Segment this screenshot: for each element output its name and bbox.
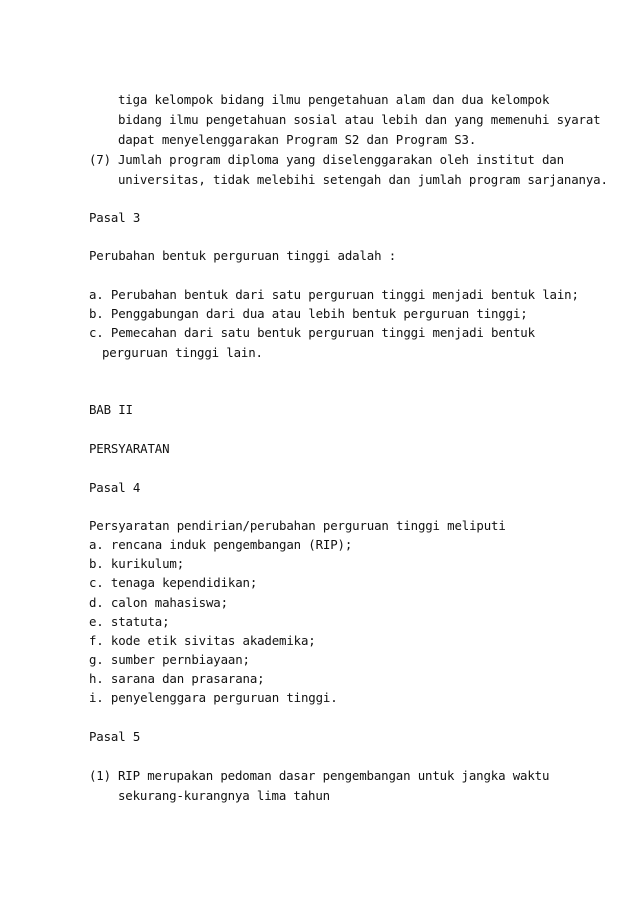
continuation-line-1: tiga kelompok bidang ilmu pengetahuan alam dan dua kelompok	[118, 92, 550, 107]
pasal-4-heading: Pasal 4	[89, 480, 141, 495]
pasal-3-item-b: b. Penggabungan dari dua atau lebih bentuk perguruan tinggi;	[89, 306, 528, 321]
chapter-title: BAB II	[89, 402, 133, 417]
pasal-4-item: b. kurikulum;	[89, 556, 185, 571]
pasal-3-item-a: a. Perubahan bentuk dari satu perguruan tinggi menjadi bentuk lain;	[89, 287, 579, 302]
pasal-4-item: a. rencana induk pengembangan (RIP);	[89, 537, 353, 552]
pasal-4-item: f. kode etik sivitas akademika;	[89, 633, 316, 648]
pasal-3-heading: Pasal 3	[89, 210, 141, 225]
pasal-4-item: e. statuta;	[89, 614, 170, 629]
pasal-5-item-1-number: (1)	[89, 768, 111, 783]
pasal-3-item-c-line-1: c. Pemecahan dari satu bentuk perguruan tinggi menjadi bentuk	[89, 325, 535, 340]
pasal-4-item: g. sumber pernbiayaan;	[89, 652, 250, 667]
chapter-subtitle: PERSYARATAN	[89, 441, 170, 456]
pasal-4-item: h. sarana dan prasarana;	[89, 671, 265, 686]
continuation-line-2: bidang ilmu pengetahuan sosial atau lebih dan yang memenuhi syarat	[118, 112, 601, 127]
pasal-5-heading: Pasal 5	[89, 729, 141, 744]
pasal-4-item: i. penyelenggara perguruan tinggi.	[89, 690, 338, 705]
item-7-line-1: Jumlah program diploma yang diselenggarakan oleh institut dan	[118, 152, 564, 167]
pasal-4-intro: Persyaratan pendirian/perubahan perguruan tinggi meliputi	[89, 518, 506, 533]
pasal-3-intro: Perubahan bentuk perguruan tinggi adalah :	[89, 248, 397, 263]
item-7-number: (7)	[89, 152, 111, 167]
pasal-3-item-c-line-2: perguruan tinggi lain.	[102, 345, 263, 360]
pasal-4-item: c. tenaga kependidikan;	[89, 575, 258, 590]
pasal-5-item-1-line-1: RIP merupakan pedoman dasar pengembangan untuk jangka waktu	[118, 768, 550, 783]
pasal-4-item: d. calon mahasiswa;	[89, 595, 228, 610]
item-7-line-2: universitas, tidak melebihi setengah dan jumlah program sarjananya.	[118, 172, 608, 187]
pasal-5-item-1-line-2: sekurang-kurangnya lima tahun	[118, 788, 330, 803]
continuation-line-3: dapat menyelenggarakan Program S2 dan Program S3.	[118, 132, 477, 147]
